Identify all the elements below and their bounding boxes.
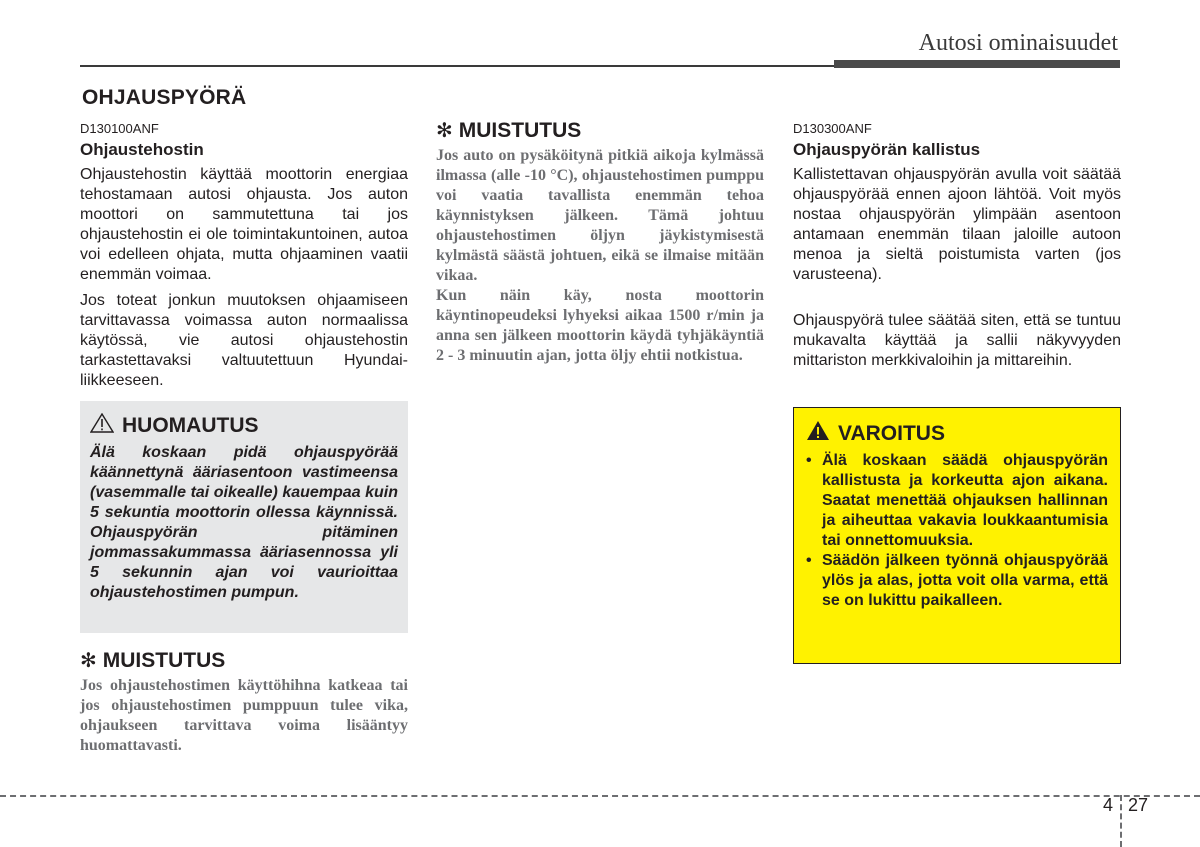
memo-text xyxy=(436,146,764,366)
warning-list xyxy=(806,451,1108,611)
paragraph: Kallistettavan ohjauspyörän avulla voit säätää ohjauspyörää ennen ajoon lähtöä. Voit myös nostaa ohjauspyörän ylimpään asentoon antamaan enemmän tilaan jaloille autoon menoa ja sieltä poistumista varten (jos varusteena). xyxy=(793,166,1121,283)
warning-item-text: Älä koskaan säädä ohjauspyörän kallistusta ja korkeutta ajon aikana. Saatat menettää ohjauksen hallinnan ja aiheuttaa vakavia loukkaantumisia tai onnettomuuksia. xyxy=(822,452,1108,549)
page-number: 27 xyxy=(1128,795,1149,815)
paragraph: Ohjauspyörä tulee säätää siten, että se tuntuu mukavalta käyttää ja sallii näkyvyyden mittariston merkkivaloihin ja mittareihin. xyxy=(793,312,1121,369)
memo-title: MUISTUTUS xyxy=(458,118,582,142)
tilt-text xyxy=(793,165,1121,377)
header-rule-thick xyxy=(834,60,1120,68)
section-code: D130100ANF xyxy=(80,121,159,136)
warning-title-row xyxy=(806,420,1108,447)
caution-text: Älä koskaan pidä ohjauspyörää käännettynä ääriasentoon vastimeensa (vasemmalle tai oikealle) kauempaa kuin 5 sekuntia moottorin ollessa käynnissä. Ohjauspyörän pitäminen jommassakummassa ääriasennossa yli 5 sekunnin ajan voi vaurioittaa ohjaustehostimen pumpun. xyxy=(90,444,398,601)
section-title: OHJAUSPYÖRÄ xyxy=(82,86,247,109)
memo-paragraph: Kun näin käy, nosta moottorin käyntinopeudeksi lyhyeksi aikaa 1500 r/min ja anna sen jälkeen moottorin käydä tyhjäkäyntiä 2 - 3 minuutin ajan, jotta öljy ehtii notkistua. xyxy=(436,287,764,364)
asterisk-icon: ✻ xyxy=(80,650,97,672)
memo-title: MUISTUTUS xyxy=(102,648,226,672)
power-steering-text xyxy=(80,165,408,397)
caution-title-row xyxy=(90,413,398,439)
subheading-tilt: Ohjauspyörän kallistus xyxy=(793,140,981,159)
footer-rule xyxy=(0,795,1200,797)
memo-paragraph: Jos auto on pysäköitynä pitkiä aikoja kylmässä ilmassa (alle -10 °C), ohjaustehostimen pumppu voi vaatia tavallista enemmän tehoa käynnistyksen jälkeen. Tämä johtuu ohjaustehostimen öljyn jäykistymisestä kylmästä säästä johtuen, eikä se ilmaise mitään vikaa. xyxy=(436,147,764,284)
warning-item-text: Säädön jälkeen työnnä ohjauspyörää ylös ja alas, jotta voit olla varma, että se on lukittu paikalleen. xyxy=(822,552,1108,609)
caution-title: HUOMAUTUS xyxy=(122,414,259,437)
warning-title: VAROITUS xyxy=(838,421,945,445)
warning-box xyxy=(793,407,1121,664)
memo-title-row xyxy=(436,118,581,143)
bullet: • xyxy=(806,552,812,569)
paragraph: Jos toteat jonkun muutoksen ohjaamiseen tarvittavassa voimassa auton normaalissa käytössä, vie autosi ohjaustehostin tarkastettavaksi valtuutettuun Hyundai-liikkeeseen. xyxy=(80,292,408,389)
footer-divider xyxy=(1120,795,1122,847)
memo-title-row xyxy=(80,648,225,673)
memo-text: Jos ohjaustehostimen käyttöhihna katkeaa tai jos ohjaustehostimen pumppuun tulee vika, ohjaukseen tarvittava voima lisääntyy huomattavasti. xyxy=(80,677,408,754)
warning-triangle-icon xyxy=(806,420,830,447)
caution-box xyxy=(80,401,408,633)
header-title: Autosi ominaisuudet xyxy=(918,30,1118,56)
paragraph: Ohjaustehostin käyttää moottorin energiaa tehostamaan autosi ohjausta. Jos auton moottori on sammutettuna tai jos ohjaustehostin ei ole toimintakuntoinen, autoa voi edelleen ohjata, mutta ohjaaminen vaatii enemmän voimaa. xyxy=(80,166,408,283)
subheading-power-steering: Ohjaustehostin xyxy=(80,140,204,159)
asterisk-icon: ✻ xyxy=(436,120,453,142)
caution-triangle-icon xyxy=(90,413,114,439)
chapter-number: 4 xyxy=(1103,795,1114,815)
warning-item xyxy=(806,451,1108,551)
bullet: • xyxy=(806,452,812,469)
warning-item xyxy=(806,551,1108,611)
section-code: D130300ANF xyxy=(793,121,872,136)
